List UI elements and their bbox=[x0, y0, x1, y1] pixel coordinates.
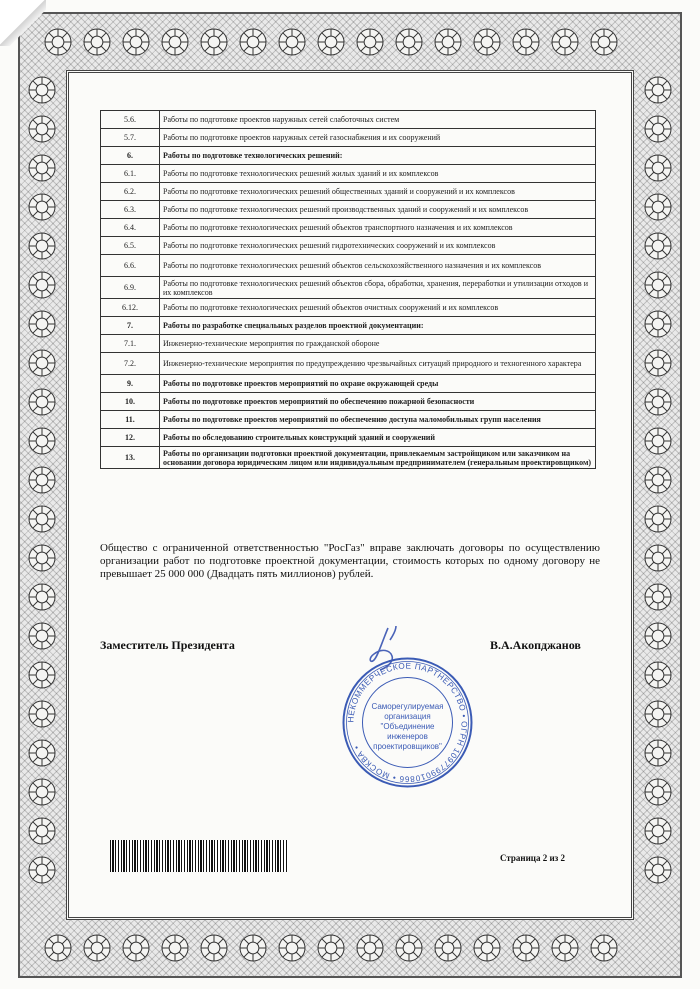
permission-paragraph: Общество с ограниченной ответственностью "РосГаз" вправе заключать договоры по осуществлению организации работ по подготовке проектной документации, стоимость которых по одному договору не превышает 25 000 000 (Двадцать пять миллионов) рублей. bbox=[100, 542, 600, 580]
organization-seal bbox=[340, 655, 475, 790]
work-description: Работы по организации подготовки проектной документации, привлекаемым застройщиком или заказчиком на основании договора юридическим лицом или индивидуальным предпринимателем (генеральным проектировщиком) bbox=[160, 447, 596, 469]
work-number: 10. bbox=[101, 393, 160, 411]
work-description: Инженерно-технические мероприятия по предупреждению чрезвычайных ситуаций природного и техногенного характера bbox=[160, 353, 596, 375]
table-row bbox=[101, 219, 596, 237]
table-row bbox=[101, 165, 596, 183]
table-row bbox=[101, 335, 596, 353]
work-number: 6.1. bbox=[101, 165, 160, 183]
work-number: 13. bbox=[101, 447, 160, 469]
work-description: Работы по обследованию строительных конструкций зданий и сооружений bbox=[160, 429, 596, 447]
work-number: 6.3. bbox=[101, 201, 160, 219]
work-number: 6.6. bbox=[101, 255, 160, 277]
work-description: Работы по подготовке проектов мероприятий по обеспечению пожарной безопасности bbox=[160, 393, 596, 411]
seal-line-5: проектировщиков" bbox=[373, 742, 442, 751]
table-row bbox=[101, 375, 596, 393]
work-description: Работы по подготовке технологических решений: bbox=[160, 147, 596, 165]
work-number: 5.7. bbox=[101, 129, 160, 147]
seal-line-1: Саморегулируемая bbox=[371, 702, 444, 711]
work-number: 5.6. bbox=[101, 111, 160, 129]
page-number: Страница 2 из 2 bbox=[500, 853, 566, 863]
work-description: Работы по подготовке проектов наружных сетей слаботочных систем bbox=[160, 111, 596, 129]
table-row bbox=[101, 255, 596, 277]
seal-line-3: "Объединение bbox=[380, 722, 435, 731]
table-row bbox=[101, 317, 596, 335]
work-number: 6.2. bbox=[101, 183, 160, 201]
work-description: Работы по подготовке проектов мероприятий по обеспечению доступа маломобильных групп населения bbox=[160, 411, 596, 429]
work-description: Работы по подготовке технологических решений гидротехнических сооружений и их комплексов bbox=[160, 237, 596, 255]
work-number: 6.5. bbox=[101, 237, 160, 255]
work-number: 7. bbox=[101, 317, 160, 335]
work-number: 12. bbox=[101, 429, 160, 447]
work-description: Работы по подготовке технологических решений объектов сбора, обработки, хранения, переработки и утилизации отходов и их комплексов bbox=[160, 277, 596, 299]
work-number: 6.12. bbox=[101, 299, 160, 317]
work-description: Инженерно-технические мероприятия по гражданской обороне bbox=[160, 335, 596, 353]
signatory-title: Заместитель Президента bbox=[100, 638, 235, 652]
table-row bbox=[101, 183, 596, 201]
table-row bbox=[101, 447, 596, 469]
work-number: 6.4. bbox=[101, 219, 160, 237]
work-number: 11. bbox=[101, 411, 160, 429]
table-row bbox=[101, 353, 596, 375]
table-row bbox=[101, 111, 596, 129]
work-description: Работы по подготовке проектов наружных сетей газоснабжения и их сооружений bbox=[160, 129, 596, 147]
table-row bbox=[101, 277, 596, 299]
table-row bbox=[101, 201, 596, 219]
table-row bbox=[101, 237, 596, 255]
work-description: Работы по подготовке технологических решений объектов очистных сооружений и их комплексов bbox=[160, 299, 596, 317]
work-number: 7.2. bbox=[101, 353, 160, 375]
works-table bbox=[100, 110, 596, 469]
table-row bbox=[101, 393, 596, 411]
work-number: 6. bbox=[101, 147, 160, 165]
work-description: Работы по подготовке технологических решений жилых зданий и их комплексов bbox=[160, 165, 596, 183]
table-row bbox=[101, 147, 596, 165]
table-row bbox=[101, 411, 596, 429]
work-description: Работы по подготовке технологических решений объектов сельскохозяйственного назначения и их комплексов bbox=[160, 255, 596, 277]
seal-line-2: организация bbox=[384, 712, 431, 721]
table-row bbox=[101, 429, 596, 447]
work-description: Работы по подготовке технологических решений производственных зданий и сооружений и их комплексов bbox=[160, 201, 596, 219]
table-row bbox=[101, 129, 596, 147]
work-number: 9. bbox=[101, 375, 160, 393]
seal-line-4: инженеров bbox=[387, 732, 428, 741]
folded-corner bbox=[0, 0, 46, 46]
signatory-name: В.А.Акопджанов bbox=[490, 638, 581, 652]
work-number: 7.1. bbox=[101, 335, 160, 353]
work-description: Работы по подготовке технологических решений объектов транспортного назначения и их комплексов bbox=[160, 219, 596, 237]
work-description: Работы по подготовке технологических решений общественных зданий и сооружений и их комплексов bbox=[160, 183, 596, 201]
table-row bbox=[101, 299, 596, 317]
seal-ring-text: НЕКОММЕРЧЕСКОЕ ПАРТНЕРСТВО • ОГРН 1097799010866 • МОСКВА • bbox=[346, 661, 469, 784]
work-description: Работы по разработке специальных разделов проектной документации: bbox=[160, 317, 596, 335]
work-number: 6.9. bbox=[101, 277, 160, 299]
barcode bbox=[110, 840, 288, 872]
work-description: Работы по подготовке проектов мероприятий по охране окружающей среды bbox=[160, 375, 596, 393]
